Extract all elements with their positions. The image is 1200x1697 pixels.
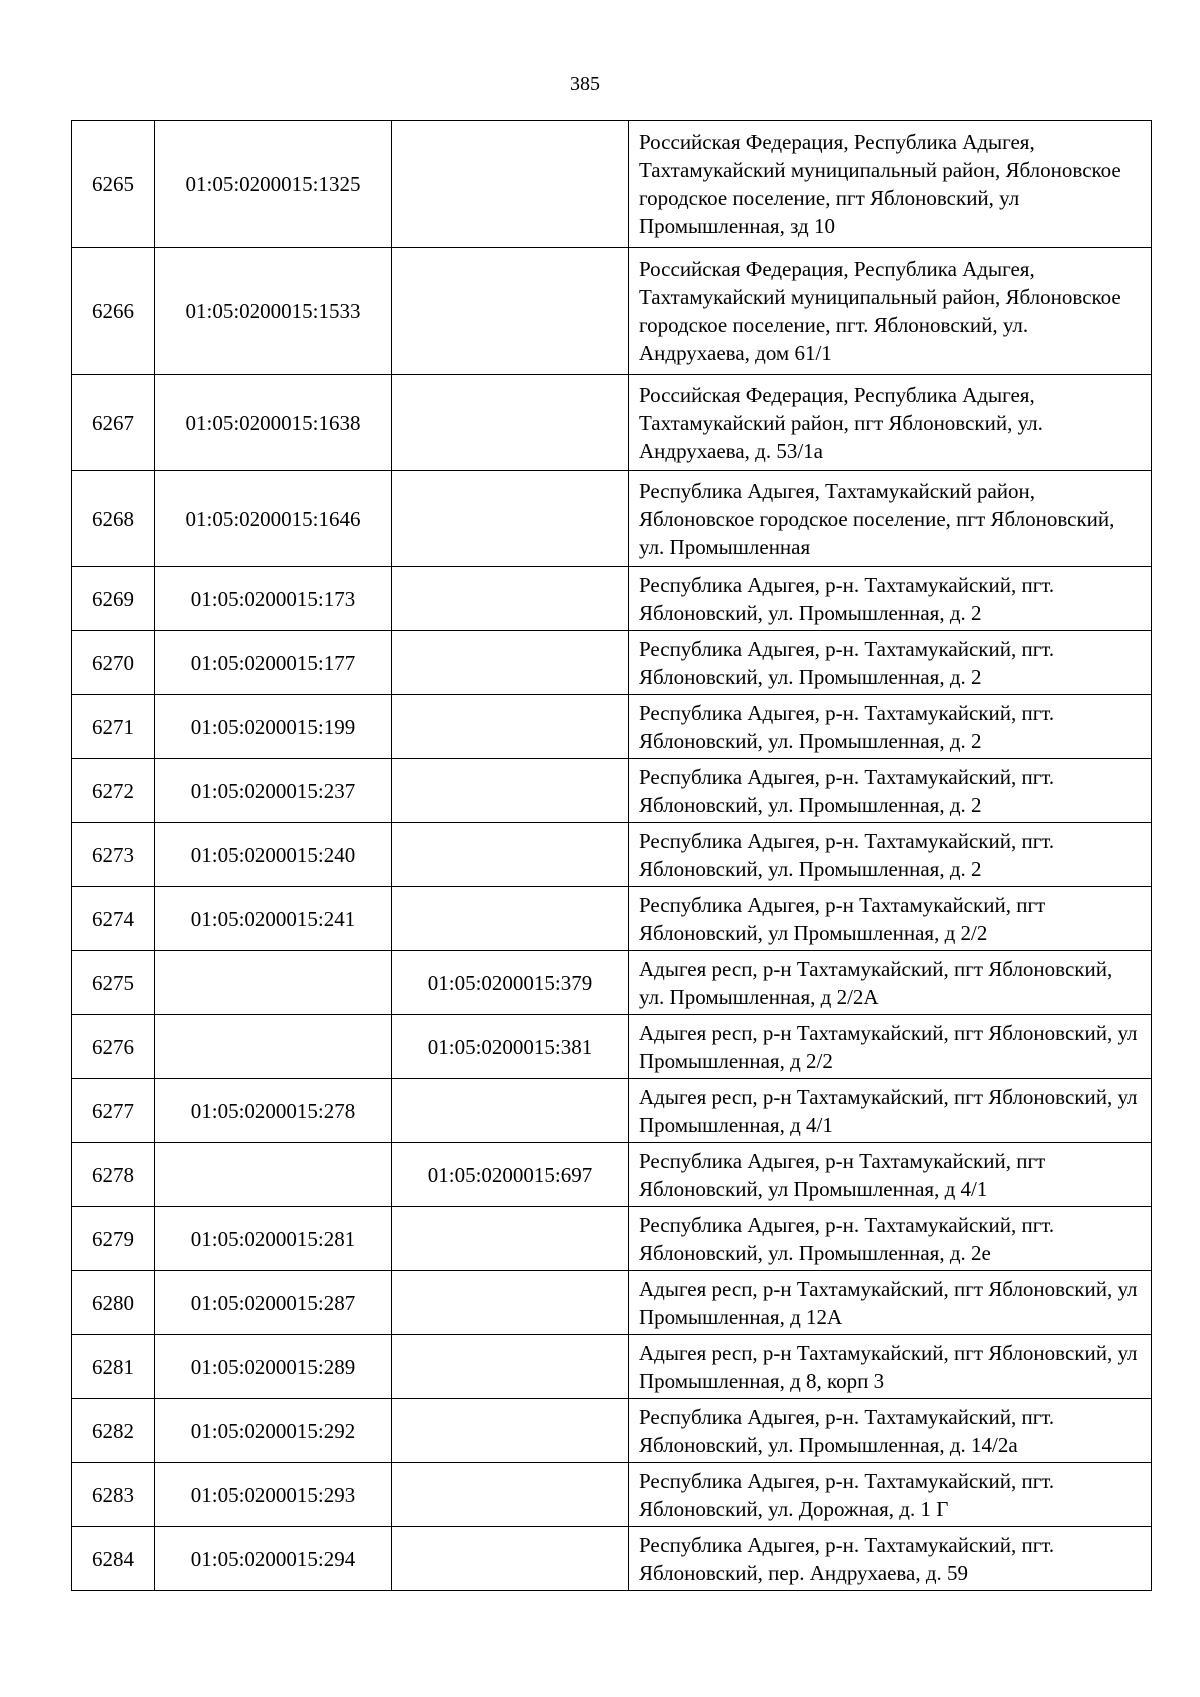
row-number-cell: 6265 (72, 121, 155, 248)
building-cadastral-number-cell (392, 248, 629, 375)
land-cadastral-number-cell: 01:05:0200015:1533 (155, 248, 392, 375)
row-number-cell: 6280 (72, 1271, 155, 1335)
building-cadastral-number-cell (392, 1079, 629, 1143)
table-row (72, 1527, 1152, 1591)
row-number-cell: 6272 (72, 759, 155, 823)
land-cadastral-number-cell: 01:05:0200015:281 (155, 1207, 392, 1271)
row-number-cell: 6281 (72, 1335, 155, 1399)
row-number-cell: 6275 (72, 951, 155, 1015)
table-row (72, 1015, 1152, 1079)
address-cell: Республика Адыгея, р-н. Тахтамукайский, пгт. Яблоновский, ул. Промышленная, д. 2 (629, 759, 1152, 823)
land-cadastral-number-cell (155, 1143, 392, 1207)
address-cell: Республика Адыгея, р-н. Тахтамукайский, пгт. Яблоновский, ул. Промышленная, д. 2 (629, 695, 1152, 759)
building-cadastral-number-cell (392, 887, 629, 951)
row-number-cell: 6277 (72, 1079, 155, 1143)
row-number-cell: 6279 (72, 1207, 155, 1271)
table-row (72, 1399, 1152, 1463)
land-cadastral-number-cell (155, 1015, 392, 1079)
table-row (72, 1335, 1152, 1399)
row-number-cell: 6276 (72, 1015, 155, 1079)
address-cell: Республика Адыгея, р-н. Тахтамукайский, пгт. Яблоновский, ул. Дорожная, д. 1 Г (629, 1463, 1152, 1527)
row-number-cell: 6266 (72, 248, 155, 375)
table-row (72, 375, 1152, 471)
land-cadastral-number-cell: 01:05:0200015:177 (155, 631, 392, 695)
building-cadastral-number-cell (392, 823, 629, 887)
table-row (72, 759, 1152, 823)
table-row (72, 1271, 1152, 1335)
table-row (72, 823, 1152, 887)
land-cadastral-number-cell: 01:05:0200015:278 (155, 1079, 392, 1143)
land-cadastral-number-cell: 01:05:0200015:241 (155, 887, 392, 951)
row-number-cell: 6269 (72, 567, 155, 631)
registry-table (71, 120, 1152, 1591)
page-number: 385 (570, 73, 600, 95)
row-number-cell: 6268 (72, 471, 155, 567)
building-cadastral-number-cell: 01:05:0200015:379 (392, 951, 629, 1015)
address-cell: Адыгея респ, р-н Тахтамукайский, пгт Яблоновский, ул. Промышленная, д 2/2А (629, 951, 1152, 1015)
address-cell: Адыгея респ, р-н Тахтамукайский, пгт Яблоновский, ул Промышленная, д 8, корп 3 (629, 1335, 1152, 1399)
address-cell: Республика Адыгея, р-н. Тахтамукайский, пгт. Яблоновский, ул. Промышленная, д. 2 (629, 631, 1152, 695)
land-cadastral-number-cell: 01:05:0200015:287 (155, 1271, 392, 1335)
address-cell: Республика Адыгея, Тахтамукайский район, Яблоновское городское поселение, пгт Яблоновский, ул. Промышленная (629, 471, 1152, 567)
land-cadastral-number-cell: 01:05:0200015:1325 (155, 121, 392, 248)
address-cell: Республика Адыгея, р-н Тахтамукайский, пгт Яблоновский, ул Промышленная, д 4/1 (629, 1143, 1152, 1207)
row-number-cell: 6274 (72, 887, 155, 951)
address-cell: Республика Адыгея, р-н. Тахтамукайский, пгт. Яблоновский, ул. Промышленная, д. 14/2а (629, 1399, 1152, 1463)
row-number-cell: 6273 (72, 823, 155, 887)
land-cadastral-number-cell: 01:05:0200015:1638 (155, 375, 392, 471)
table-row (72, 248, 1152, 375)
table-row (72, 121, 1152, 248)
building-cadastral-number-cell (392, 121, 629, 248)
address-cell: Адыгея респ, р-н Тахтамукайский, пгт Яблоновский, ул Промышленная, д 12А (629, 1271, 1152, 1335)
land-cadastral-number-cell: 01:05:0200015:173 (155, 567, 392, 631)
building-cadastral-number-cell (392, 1463, 629, 1527)
address-cell: Российская Федерация, Республика Адыгея, Тахтамукайский муниципальный район, Яблоновское городское поселение, пгт Яблоновский, ул Промышленная, зд 10 (629, 121, 1152, 248)
row-number-cell: 6283 (72, 1463, 155, 1527)
building-cadastral-number-cell (392, 1271, 629, 1335)
table-row (72, 695, 1152, 759)
table-row (72, 887, 1152, 951)
land-cadastral-number-cell: 01:05:0200015:1646 (155, 471, 392, 567)
building-cadastral-number-cell: 01:05:0200015:697 (392, 1143, 629, 1207)
table-row (72, 471, 1152, 567)
table-row (72, 1143, 1152, 1207)
building-cadastral-number-cell (392, 1207, 629, 1271)
building-cadastral-number-cell (392, 471, 629, 567)
table-row (72, 1079, 1152, 1143)
land-cadastral-number-cell: 01:05:0200015:293 (155, 1463, 392, 1527)
row-number-cell: 6278 (72, 1143, 155, 1207)
row-number-cell: 6271 (72, 695, 155, 759)
building-cadastral-number-cell (392, 631, 629, 695)
address-cell: Российская Федерация, Республика Адыгея, Тахтамукайский район, пгт Яблоновский, ул. Андрухаева, д. 53/1а (629, 375, 1152, 471)
table-row (72, 1463, 1152, 1527)
building-cadastral-number-cell (392, 1335, 629, 1399)
building-cadastral-number-cell (392, 1527, 629, 1591)
land-cadastral-number-cell: 01:05:0200015:292 (155, 1399, 392, 1463)
address-cell: Адыгея респ, р-н Тахтамукайский, пгт Яблоновский, ул Промышленная, д 2/2 (629, 1015, 1152, 1079)
land-cadastral-number-cell: 01:05:0200015:294 (155, 1527, 392, 1591)
land-cadastral-number-cell: 01:05:0200015:240 (155, 823, 392, 887)
row-number-cell: 6270 (72, 631, 155, 695)
land-cadastral-number-cell: 01:05:0200015:237 (155, 759, 392, 823)
address-cell: Республика Адыгея, р-н. Тахтамукайский, пгт. Яблоновский, ул. Промышленная, д. 2 (629, 567, 1152, 631)
row-number-cell: 6284 (72, 1527, 155, 1591)
land-cadastral-number-cell: 01:05:0200015:289 (155, 1335, 392, 1399)
address-cell: Республика Адыгея, р-н. Тахтамукайский, пгт. Яблоновский, ул. Промышленная, д. 2е (629, 1207, 1152, 1271)
building-cadastral-number-cell (392, 695, 629, 759)
registry-table-body (72, 121, 1152, 1591)
building-cadastral-number-cell (392, 759, 629, 823)
table-row (72, 951, 1152, 1015)
row-number-cell: 6282 (72, 1399, 155, 1463)
building-cadastral-number-cell (392, 375, 629, 471)
building-cadastral-number-cell: 01:05:0200015:381 (392, 1015, 629, 1079)
address-cell: Республика Адыгея, р-н Тахтамукайский, пгт Яблоновский, ул Промышленная, д 2/2 (629, 887, 1152, 951)
address-cell: Республика Адыгея, р-н. Тахтамукайский, пгт. Яблоновский, ул. Промышленная, д. 2 (629, 823, 1152, 887)
land-cadastral-number-cell: 01:05:0200015:199 (155, 695, 392, 759)
address-cell: Адыгея респ, р-н Тахтамукайский, пгт Яблоновский, ул Промышленная, д 4/1 (629, 1079, 1152, 1143)
address-cell: Республика Адыгея, р-н. Тахтамукайский, пгт. Яблоновский, пер. Андрухаева, д. 59 (629, 1527, 1152, 1591)
table-row (72, 567, 1152, 631)
address-cell: Российская Федерация, Республика Адыгея, Тахтамукайский муниципальный район, Яблоновское городское поселение, пгт. Яблоновский, ул. Андрухаева, дом 61/1 (629, 248, 1152, 375)
table-row (72, 1207, 1152, 1271)
building-cadastral-number-cell (392, 567, 629, 631)
row-number-cell: 6267 (72, 375, 155, 471)
table-row (72, 631, 1152, 695)
building-cadastral-number-cell (392, 1399, 629, 1463)
land-cadastral-number-cell (155, 951, 392, 1015)
